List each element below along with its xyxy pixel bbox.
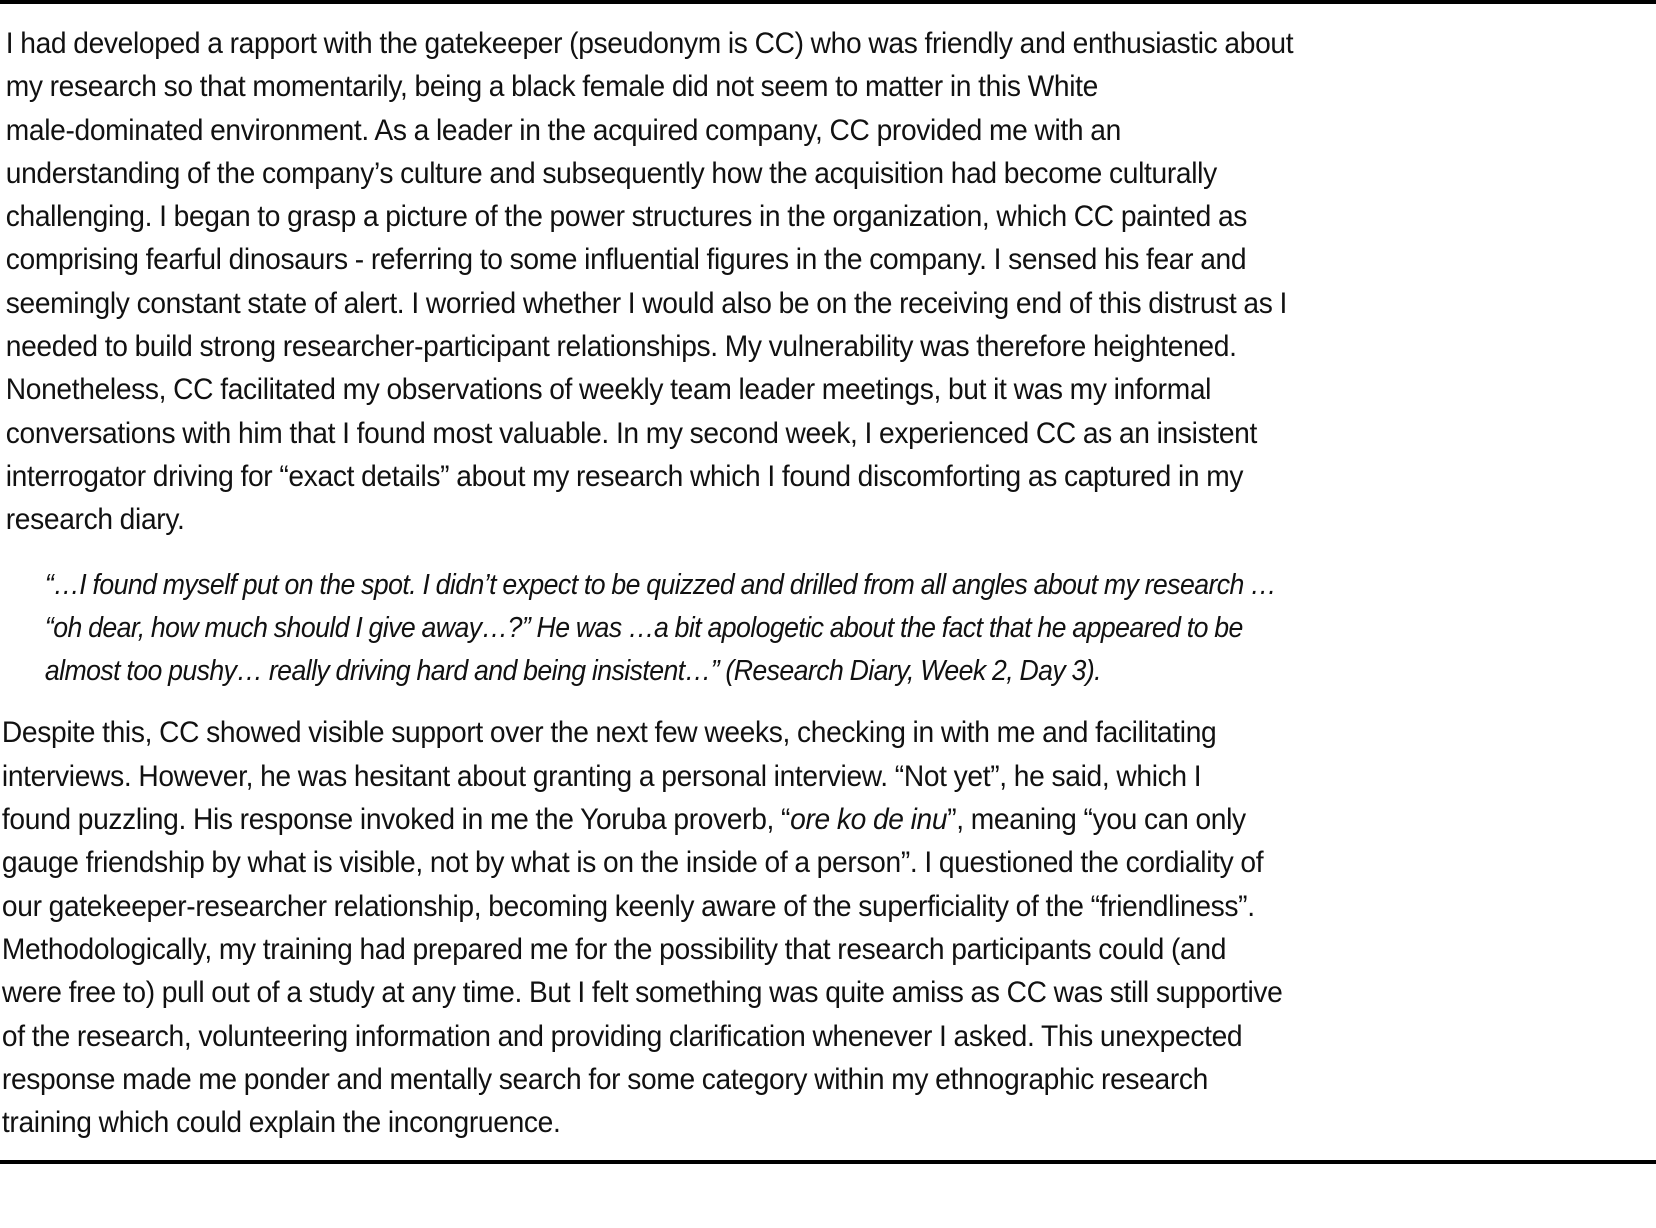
text-line: interviews. However, he was hesitant about granting a personal interview. “Not yet”, he said, which I [1, 759, 1202, 793]
bottom-rule [0, 1160, 1656, 1164]
document-body [0, 22, 1630, 1144]
text-line: gauge friendship by what is visible, not by what is on the inside of a person”. I questioned the cordiality of [1, 846, 1264, 880]
yoruba-proverb: ore ko de inu [790, 803, 948, 837]
quote-line: “oh dear, how much should I give away…?” He was …a bit apologetic about the fact that he appeared to be [44, 611, 1243, 644]
text-line: our gatekeeper-researcher relationship, becoming keenly aware of the superficiality of the “friendliness”. [1, 889, 1255, 923]
text-line: comprising fearful dinosaurs - referring to some influential figures in the company. I sensed his fear and [5, 243, 1247, 277]
paragraph-visible-support [0, 711, 1650, 1144]
text-line: research diary. [5, 503, 185, 537]
text-line: Methodologically, my training had prepared me for the possibility that research participants could (and [1, 932, 1227, 966]
text-segment: ”, meaning “you can only [947, 803, 1246, 837]
text-line: male-dominated environment. As a leader in the acquired company, CC provided me with an [5, 113, 1121, 147]
text-line: Nonetheless, CC facilitated my observations of weekly team leader meetings, but it was my informal [5, 373, 1212, 407]
text-line: interrogator driving for “exact details” about my research which I found discomforting as captured in my [5, 459, 1244, 493]
text-line: Despite this, CC showed visible support over the next few weeks, checking in with me and facilitating [1, 716, 1217, 750]
text-line: my research so that momentarily, being a black female did not seem to matter in this White [5, 70, 1099, 104]
text-line: conversations with him that I found most valuable. In my second week, I experienced CC as an insistent [5, 416, 1257, 450]
text-line: needed to build strong researcher-participant relationships. My vulnerability was therefore heightened. [5, 330, 1237, 364]
text-line: understanding of the company’s culture and subsequently how the acquisition had become culturally [5, 156, 1217, 190]
research-diary-quote [0, 564, 1634, 694]
text-line: response made me ponder and mentally search for some category within my ethnographic research [1, 1062, 1208, 1096]
top-rule [0, 0, 1656, 4]
text-line: training which could explain the incongruence. [1, 1106, 561, 1140]
text-line: were free to) pull out of a study at any time. But I felt something was quite amiss as CC was still supportive [1, 976, 1283, 1010]
paragraph-gatekeeper-rapport [0, 22, 1639, 542]
text-line [1, 798, 1650, 841]
text-line: I had developed a rapport with the gatekeeper (pseudonym is CC) who was friendly and enthusiastic about [5, 27, 1294, 60]
quote-line: almost too pushy… really driving hard and being insistent…” (Research Diary, Week 2, Day 3). [44, 655, 1101, 688]
text-segment: found puzzling. His response invoked in me the Yoruba proverb, “ [1, 803, 791, 837]
text-line: challenging. I began to grasp a picture of the power structures in the organization, which CC painted as [5, 200, 1248, 234]
quote-line: “…I found myself put on the spot. I didn’t expect to be quizzed and drilled from all angles about my research … [44, 568, 1277, 601]
text-line: seemingly constant state of alert. I worried whether I would also be on the receiving end of this distrust as I [5, 286, 1288, 320]
text-line: of the research, volunteering information and providing clarification whenever I asked. This unexpected [1, 1019, 1243, 1053]
